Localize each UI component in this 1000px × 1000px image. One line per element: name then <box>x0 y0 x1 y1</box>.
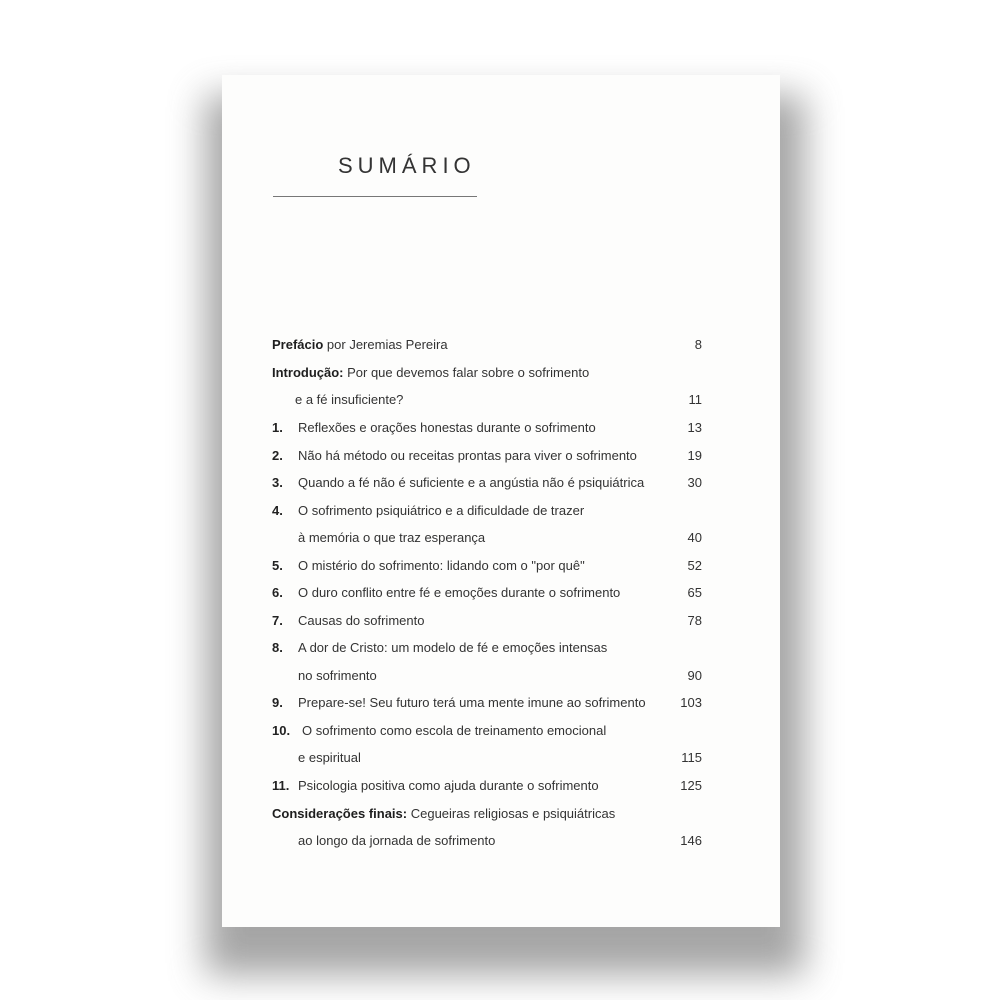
page-number: 52 <box>687 558 702 573</box>
section-label: Considerações finais: <box>272 806 408 821</box>
page-number: 11 <box>688 392 702 407</box>
toc-entry <box>272 444 702 468</box>
toc-entry <box>272 664 702 688</box>
entry-title <box>298 774 599 798</box>
page-title: SUMÁRIO <box>338 153 476 178</box>
book-page <box>222 75 780 927</box>
entry-title <box>298 746 361 770</box>
entry-text: O mistério do sofrimento: lidando com o "por quê" <box>298 558 585 573</box>
entry-title <box>298 581 620 605</box>
entry-title <box>298 691 646 715</box>
toc-entry <box>272 554 702 578</box>
section-label: Introdução: <box>272 365 344 380</box>
toc-entry <box>272 719 702 743</box>
entry-title <box>272 802 615 826</box>
chapter-number: 6. <box>272 585 283 600</box>
chapter-number: 3. <box>272 475 283 490</box>
entry-text: O sofrimento psiquiátrico e a dificuldade de trazer <box>298 503 585 518</box>
entry-text: Quando a fé não é suficiente e a angústia não é psiquiátrica <box>298 475 645 490</box>
toc-entry <box>272 471 702 495</box>
entry-text: Cegueiras religiosas e psiquiátricas <box>407 806 616 821</box>
entry-title <box>298 526 485 550</box>
toc-entry <box>272 581 702 605</box>
entry-title <box>298 444 637 468</box>
entry-text: Reflexões e orações honestas durante o sofrimento <box>298 420 596 435</box>
page-number: 103 <box>680 695 702 710</box>
page-number: 30 <box>687 475 702 490</box>
page-number: 19 <box>687 448 702 463</box>
chapter-number: 11. <box>272 778 290 793</box>
entry-title <box>298 636 607 660</box>
toc-entry <box>272 526 702 550</box>
toc-entry <box>272 829 702 853</box>
entry-text: e a fé insuficiente? <box>295 392 404 407</box>
chapter-number: 8. <box>272 640 283 655</box>
entry-title <box>272 361 589 385</box>
toc-entry <box>272 636 702 660</box>
page-number: 78 <box>687 613 702 628</box>
toc-entry <box>272 416 702 440</box>
toc-entry <box>272 361 702 385</box>
chapter-number: 9. <box>272 695 283 710</box>
page-number: 40 <box>687 530 702 545</box>
entry-text: Prepare-se! Seu futuro terá uma mente imune ao sofrimento <box>298 695 646 710</box>
page-number: 8 <box>694 337 702 352</box>
toc-entry <box>272 746 702 770</box>
chapter-number: 1. <box>272 420 283 435</box>
entry-text: e espiritual <box>298 750 361 765</box>
page-number: 13 <box>687 420 702 435</box>
entry-text: por Jeremias Pereira <box>323 337 448 352</box>
entry-title <box>298 416 596 440</box>
entry-text: à memória o que traz esperança <box>298 530 486 545</box>
entry-title <box>298 609 424 633</box>
entry-title <box>298 554 585 578</box>
page-number: 115 <box>681 750 702 765</box>
entry-text: A dor de Cristo: um modelo de fé e emoções intensas <box>298 640 608 655</box>
entry-title <box>298 499 584 523</box>
toc-entry <box>272 691 702 715</box>
entry-text: ao longo da jornada de sofrimento <box>298 833 496 848</box>
entry-title <box>298 829 495 853</box>
page-number: 146 <box>680 833 702 848</box>
page-number: 90 <box>687 668 702 683</box>
page-number: 65 <box>687 585 702 600</box>
toc-entry <box>272 333 702 357</box>
entry-text: O sofrimento como escola de treinamento emocional <box>302 723 607 738</box>
entry-text: Psicologia positiva como ajuda durante o sofrimento <box>298 778 599 793</box>
entry-text: Não há método ou receitas prontas para viver o sofrimento <box>298 448 637 463</box>
entry-title <box>295 388 403 412</box>
toc-entry <box>272 774 702 798</box>
section-label: Prefácio <box>272 337 324 352</box>
entry-title <box>302 719 606 743</box>
page-number: 125 <box>680 778 702 793</box>
toc-entry <box>272 802 702 826</box>
chapter-number: 10. <box>272 723 291 738</box>
entry-title <box>298 471 644 495</box>
entry-text: Por que devemos falar sobre o sofrimento <box>343 365 590 380</box>
chapter-number: 4. <box>272 503 283 518</box>
entry-title <box>272 333 448 357</box>
title-divider <box>273 196 477 197</box>
toc-entry <box>272 388 702 412</box>
chapter-number: 5. <box>272 558 283 573</box>
entry-text: Causas do sofrimento <box>298 613 425 628</box>
entry-title <box>298 664 377 688</box>
toc-entry <box>272 499 702 523</box>
entry-text: no sofrimento <box>298 668 377 683</box>
entry-text: O duro conflito entre fé e emoções durante o sofrimento <box>298 585 621 600</box>
toc-entry <box>272 609 702 633</box>
chapter-number: 2. <box>272 448 283 463</box>
chapter-number: 7. <box>272 613 283 628</box>
